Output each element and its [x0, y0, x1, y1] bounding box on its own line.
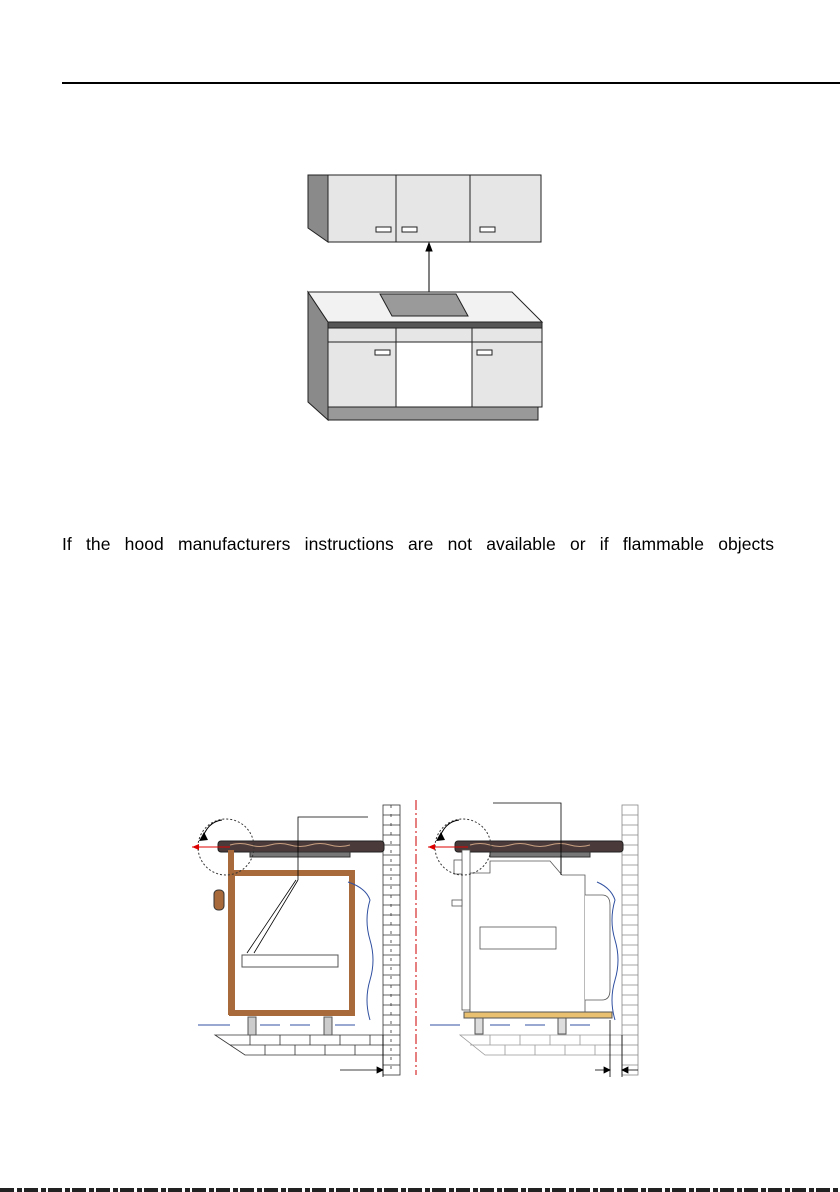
cabinet-installation — [192, 805, 400, 1077]
oven-base — [464, 1012, 612, 1018]
brick-wall-left — [383, 805, 400, 1075]
kitchen-cabinet-figure — [300, 170, 550, 425]
label-box-left — [242, 955, 338, 967]
footer-rule — [0, 1188, 840, 1192]
ventilation-figure — [190, 795, 650, 1080]
oven-installation — [428, 803, 638, 1077]
wall-cabinet — [308, 175, 541, 242]
brick-wall-right — [622, 805, 638, 1075]
floor-right — [460, 1035, 622, 1055]
hob-surface — [380, 294, 468, 316]
floor-left — [215, 1035, 383, 1055]
oven-body — [452, 850, 610, 1012]
header-rule — [62, 82, 840, 84]
body-paragraph: If the hood manufacturers instructions are not available or if flammable objects — [62, 534, 774, 554]
base-cabinet — [308, 292, 542, 420]
cabinet-frame — [232, 873, 352, 1013]
